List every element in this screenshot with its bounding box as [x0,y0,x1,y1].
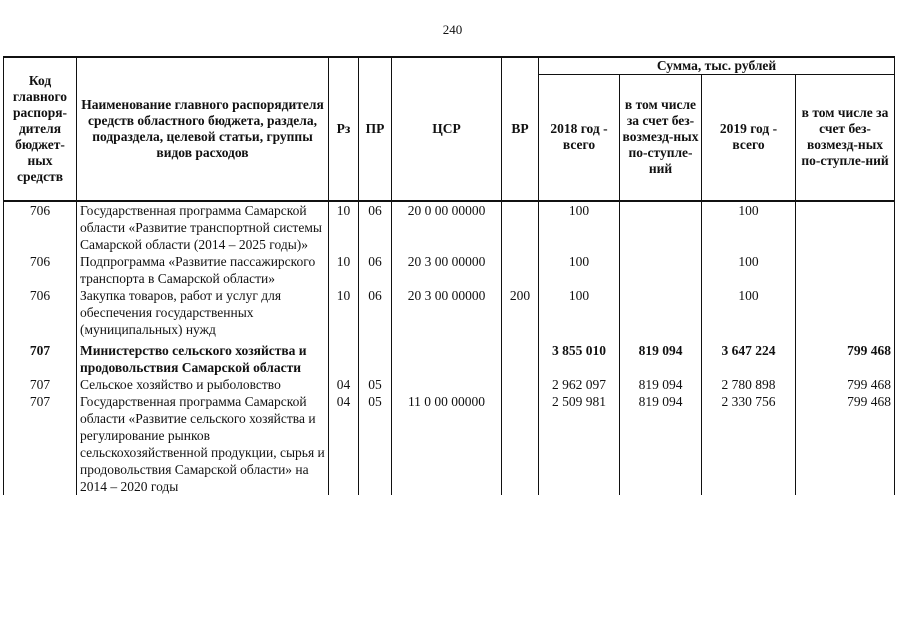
cell-vr [502,253,539,287]
cell-pr: 06 [359,253,392,287]
cell-rz: 04 [329,393,359,495]
cell-pr: 06 [359,287,392,338]
cell-csr: 20 3 00 00000 [392,287,502,338]
cell-2018-total: 100 [539,201,620,253]
cell-csr: 11 0 00 00000 [392,393,502,495]
header-2018-bezvozmezd: в том числе за счет без-возмезд-ных по-ступле-ний [620,75,702,201]
cell-2018-total: 2 509 981 [539,393,620,495]
cell-kod: 706 [4,201,77,253]
header-rz: Рз [329,57,359,201]
cell-2019-total: 100 [702,287,796,338]
cell-2019-total: 2 780 898 [702,376,796,393]
cell-2018-total: 100 [539,253,620,287]
cell-rz: 10 [329,253,359,287]
cell-name: Сельское хозяйство и рыболовство [77,376,329,393]
cell-2019-total: 100 [702,253,796,287]
header-vr: ВР [502,57,539,201]
header-2019-bezvozmezd: в том числе за счет без-возмезд-ных по-ступле-ний [796,75,895,201]
cell-csr: 20 0 00 00000 [392,201,502,253]
cell-kod: 706 [4,287,77,338]
cell-2018-bezvozmezd [620,201,702,253]
cell-pr: 05 [359,376,392,393]
header-summa: Сумма, тыс. рублей [539,57,895,75]
cell-2019-total: 100 [702,201,796,253]
cell-rz [329,338,359,376]
cell-csr [392,338,502,376]
cell-rz: 04 [329,376,359,393]
cell-2019-bezvozmezd: 799 468 [796,376,895,393]
cell-2018-total: 2 962 097 [539,376,620,393]
cell-rz: 10 [329,287,359,338]
cell-kod: 707 [4,393,77,495]
cell-rz: 10 [329,201,359,253]
cell-pr: 06 [359,201,392,253]
table-row [4,393,895,495]
cell-2018-total: 3 855 010 [539,338,620,376]
cell-vr [502,201,539,253]
cell-2019-bezvozmezd: 799 468 [796,393,895,495]
table-row [4,253,895,287]
cell-2018-total: 100 [539,287,620,338]
cell-pr: 05 [359,393,392,495]
table-row [4,338,895,376]
table-row [4,201,895,253]
table-row [4,287,895,338]
table-body [4,201,895,495]
budget-table [3,56,895,495]
cell-2018-bezvozmezd: 819 094 [620,338,702,376]
cell-2019-bezvozmezd [796,287,895,338]
cell-2018-bezvozmezd [620,287,702,338]
cell-name: Закупка товаров, работ и услуг для обеспечения государственных (муниципальных) нужд [77,287,329,338]
page-number: 240 [442,22,463,37]
cell-2018-bezvozmezd: 819 094 [620,376,702,393]
cell-vr [502,393,539,495]
cell-vr [502,338,539,376]
table-row [4,376,895,393]
cell-name: Государственная программа Самарской области «Развитие транспортной системы Самарской области (2014 – 2025 годы)» [77,201,329,253]
cell-2019-bezvozmezd [796,201,895,253]
cell-vr [502,376,539,393]
cell-2019-bezvozmezd [796,253,895,287]
header-pr: ПР [359,57,392,201]
cell-csr: 20 3 00 00000 [392,253,502,287]
cell-2018-bezvozmezd [620,253,702,287]
cell-vr: 200 [502,287,539,338]
cell-kod: 707 [4,338,77,376]
header-csr: ЦСР [392,57,502,201]
cell-2018-bezvozmezd: 819 094 [620,393,702,495]
cell-pr [359,338,392,376]
header-kod: Код главного распоря-дителя бюджет-ных средств [4,57,77,201]
cell-kod: 707 [4,376,77,393]
cell-csr [392,376,502,393]
cell-2019-total: 2 330 756 [702,393,796,495]
cell-name: Подпрограмма «Развитие пассажирского транспорта в Самарской области» [77,253,329,287]
header-2019-total: 2019 год - всего [702,75,796,201]
header-2018-total: 2018 год - всего [539,75,620,201]
cell-2019-total: 3 647 224 [702,338,796,376]
cell-name: Министерство сельского хозяйства и продовольствия Самарской области [77,338,329,376]
cell-name: Государственная программа Самарской области «Развитие сельского хозяйства и регулирование рынков сельскохозяйственной продукции, сырья и продовольствия Самарской области» на 2014 – 2020 годы [77,393,329,495]
header-name: Наименование главного распорядителя средств областного бюджета, раздела, подраздела, целевой статьи, группы видов расходов [77,57,329,201]
cell-2019-bezvozmezd: 799 468 [796,338,895,376]
cell-kod: 706 [4,253,77,287]
